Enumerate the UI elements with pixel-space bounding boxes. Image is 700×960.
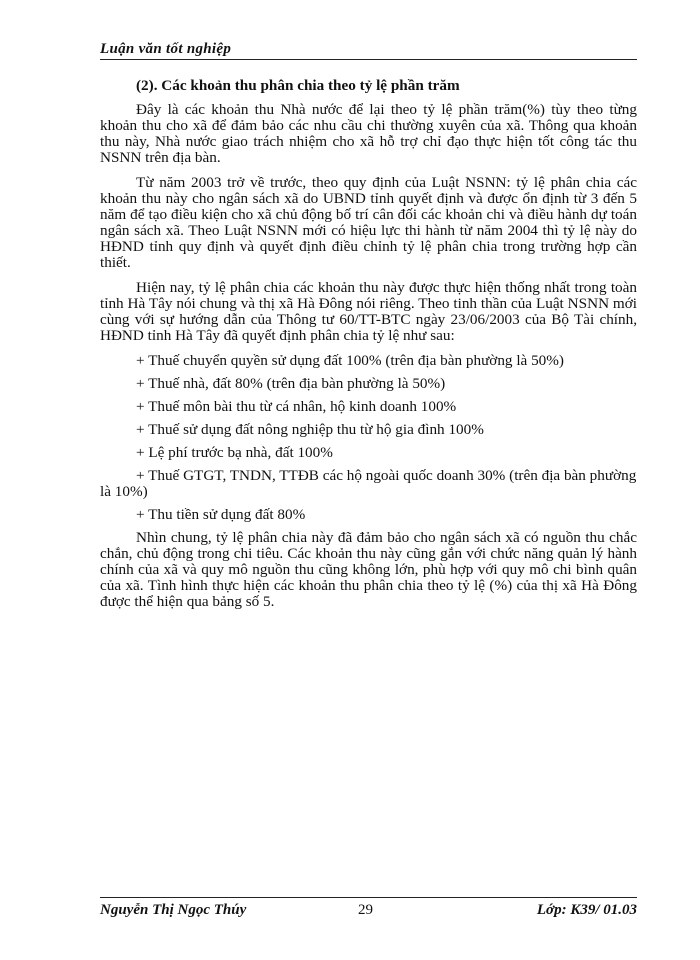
tax-rate-list	[100, 353, 637, 523]
header-rule	[100, 59, 637, 60]
footer-class: Lớp: K39/ 01.03	[536, 902, 637, 918]
list-item: + Thu tiền sử dụng đất 80%	[136, 506, 306, 523]
page-number: 29	[358, 902, 373, 918]
document-body	[100, 78, 637, 619]
paragraph: Nhìn chung, tỷ lệ phân chia này đã đảm bảo cho ngân sách xã có nguồn thu chắc chắn, chủ động trong chi tiêu. Các khoản thu này cũng gắn với chức năng quản lý hành chính của xã và quy mô nguồn thu cũng không lớn, phù hợp với quy mô chi bình quân của xã. Tình hình thực hiện các khoản thu phân chia theo tỷ lệ (%) của thị xã Hà Đông được thể hiện qua bảng số 5.	[100, 529, 637, 610]
paragraph: Từ năm 2003 trở về trước, theo quy định của Luật NSNN: tỷ lệ phân chia các khoản thu này cho ngân sách xã do UBND tỉnh quyết định và được ổn định từ 3 đến 5 năm để tạo điều kiện cho xã chủ động bố trí cân đối các khoản chi và điều hành dự toán ngân sách xã. Theo Luật NSNN mới có hiệu lực thi hành từ năm 2004 thì tỷ lệ này do HĐND tỉnh quy định và quyết định điều chỉnh tỷ lệ phân chia trong trường hợp cần thiết.	[100, 174, 637, 271]
footer-author: Nguyễn Thị Ngọc Thúy	[100, 902, 247, 918]
list-item: + Thuế sử dụng đất nông nghiệp thu từ hộ gia đình 100%	[136, 421, 484, 438]
list-item: + Thuế môn bài thu từ cá nhân, hộ kinh doanh 100%	[136, 398, 457, 415]
paragraph: Đây là các khoản thu Nhà nước để lại theo tỷ lệ phần trăm(%) tùy theo từng khoản thu cho xã để đảm bảo các nhu cầu chi thường xuyên của xã. Thông qua khoản thu này, Nhà nước giao trách nhiệm cho xã hỗ trợ chỉ đạo thực hiện tốt công tác thu NSNN trên địa bàn.	[100, 101, 637, 166]
list-item: + Thuế GTGT, TNDN, TTĐB các hộ ngoài quốc doanh 30% (trên địa bàn phường là 10%)	[100, 467, 637, 500]
section-title: (2). Các khoản thu phân chia theo tỷ lệ phần trăm	[136, 77, 460, 94]
paragraph: Hiện nay, tỷ lệ phân chia các khoản thu này được thực hiện thống nhất trong toàn tỉnh Hà Tây nói chung và thị xã Hà Đông nói riêng. Theo tinh thần của Luật NSNN mới cùng với sự hướng dẫn của Thông tư 60/TT-BTC ngày 23/06/2003 của Bộ Tài chính, HĐND tỉnh Hà Tây đã quyết định phân chia tỷ lệ như sau:	[100, 279, 637, 344]
list-item: + Lệ phí trước bạ nhà, đất 100%	[136, 444, 333, 461]
header-title: Luận văn tốt nghiệp	[100, 41, 232, 57]
list-item: + Thuế chuyển quyền sử dụng đất 100% (trên địa bàn phường là 50%)	[136, 352, 564, 369]
footer-rule	[100, 897, 637, 898]
list-item: + Thuế nhà, đất 80% (trên địa bàn phường là 50%)	[136, 375, 446, 392]
page-header	[100, 40, 637, 58]
